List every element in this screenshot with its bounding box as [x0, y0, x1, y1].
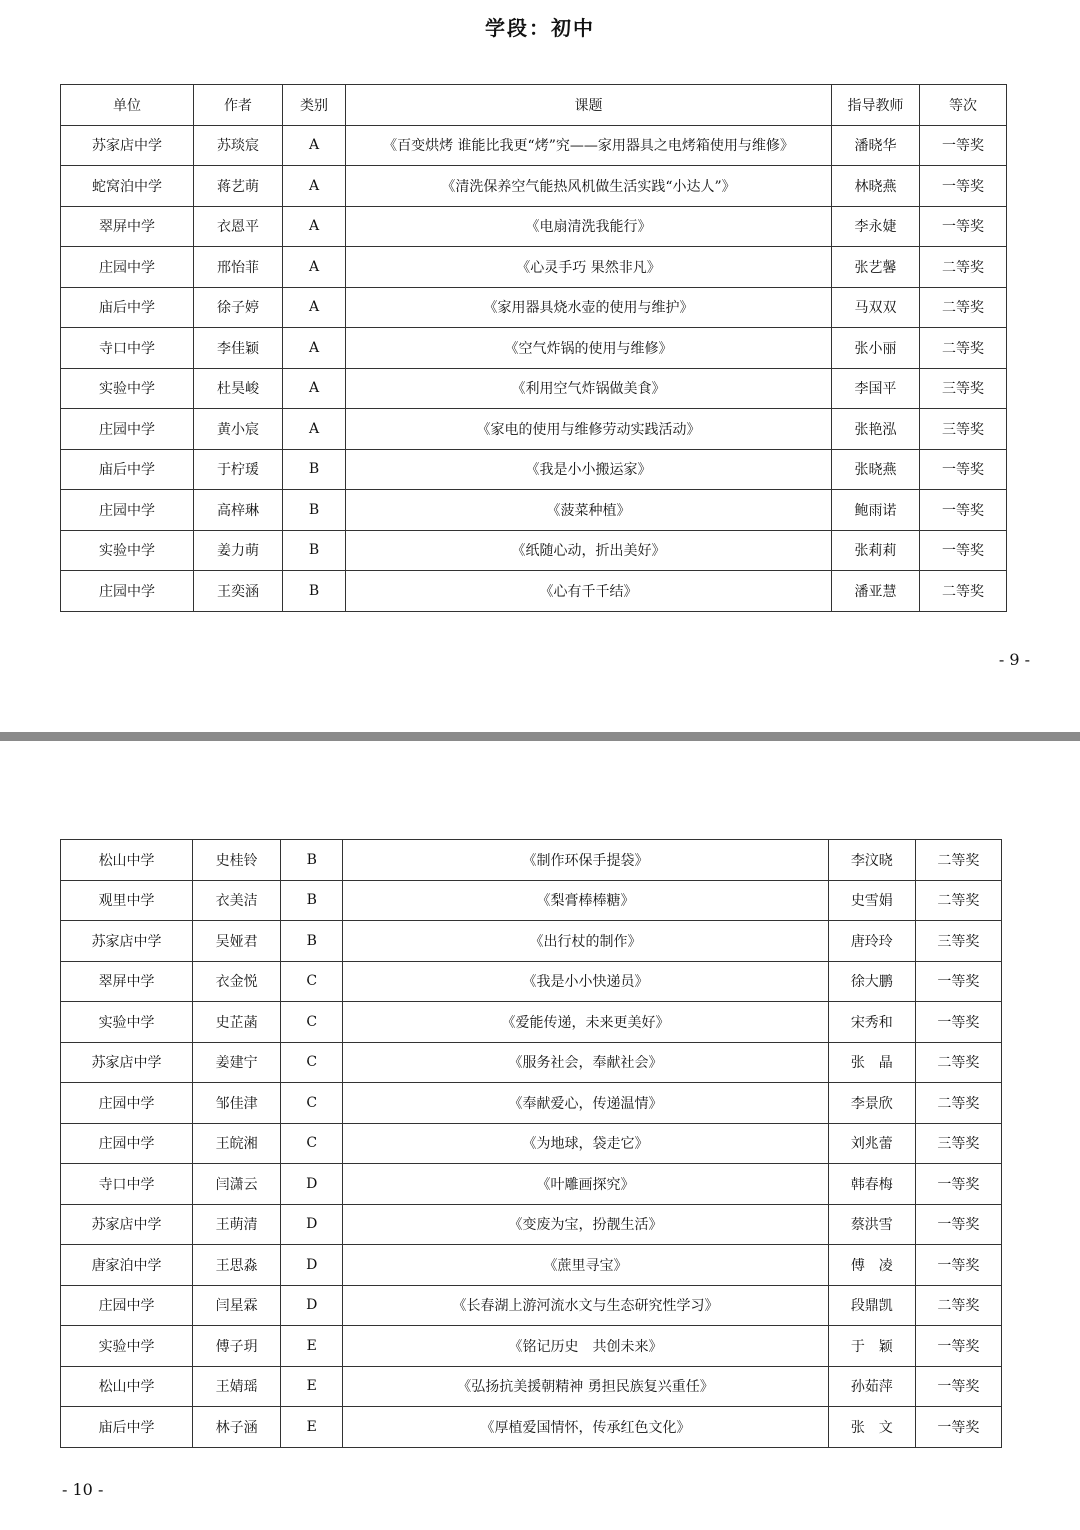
- cell-author: 蒋艺萌: [194, 166, 283, 207]
- cell-category: C: [281, 1083, 343, 1124]
- cell-teacher: 张莉莉: [832, 530, 920, 571]
- cell-award: 二等奖: [920, 247, 1007, 288]
- cell-category: D: [281, 1204, 343, 1245]
- cell-work: 《百变烘烤 谁能比我更“烤”究——家用器具之电烤箱使用与维修》: [346, 125, 832, 166]
- cell-unit: 庄园中学: [61, 1083, 193, 1124]
- cell-award: 一等奖: [915, 961, 1001, 1002]
- cell-unit: 庙后中学: [61, 449, 194, 490]
- cell-author: 苏琰宸: [194, 125, 283, 166]
- cell-unit: 寺口中学: [61, 1164, 193, 1205]
- cell-category: E: [281, 1366, 343, 1407]
- cell-work: 《心灵手巧 果然非凡》: [346, 247, 832, 288]
- table-row: [61, 287, 1007, 328]
- cell-award: 二等奖: [915, 1083, 1001, 1124]
- cell-teacher: 孙茹萍: [828, 1366, 915, 1407]
- cell-unit: 实验中学: [61, 368, 194, 409]
- cell-award: 三等奖: [920, 368, 1007, 409]
- table-row: [61, 1002, 1002, 1043]
- cell-teacher: 张艳泓: [832, 409, 920, 450]
- table-row: [61, 206, 1007, 247]
- cell-work: 《叶雕画探究》: [343, 1164, 829, 1205]
- cell-author: 邢怡菲: [194, 247, 283, 288]
- cell-teacher: 潘晓华: [832, 125, 920, 166]
- table-row: [61, 409, 1007, 450]
- cell-category: B: [281, 840, 343, 881]
- cell-teacher: 宋秀和: [828, 1002, 915, 1043]
- page-number: - 10 -: [62, 1480, 104, 1499]
- cell-unit: 翠屏中学: [61, 961, 193, 1002]
- cell-category: D: [281, 1245, 343, 1286]
- cell-work: 《纸随心动，折出美好》: [346, 530, 832, 571]
- cell-teacher: 刘兆蕾: [828, 1123, 915, 1164]
- cell-category: A: [283, 409, 346, 450]
- cell-category: E: [281, 1407, 343, 1448]
- cell-award: 三等奖: [920, 409, 1007, 450]
- cell-work: 《出行杖的制作》: [343, 921, 829, 962]
- header-award: 等次: [920, 85, 1007, 126]
- cell-unit: 庙后中学: [61, 287, 194, 328]
- header-category: 类别: [283, 85, 346, 126]
- cell-category: C: [281, 1002, 343, 1043]
- cell-category: E: [281, 1326, 343, 1367]
- cell-author: 傅子玥: [193, 1326, 281, 1367]
- cell-teacher: 蔡洪雪: [828, 1204, 915, 1245]
- cell-teacher: 史雪娟: [828, 880, 915, 921]
- table-header-row: [61, 85, 1007, 126]
- cell-author: 衣美洁: [193, 880, 281, 921]
- cell-unit: 翠屏中学: [61, 206, 194, 247]
- cell-teacher: 鲍雨诺: [832, 490, 920, 531]
- cell-category: A: [283, 247, 346, 288]
- cell-award: 一等奖: [920, 125, 1007, 166]
- cell-award: 二等奖: [915, 840, 1001, 881]
- table-row: [61, 490, 1007, 531]
- cell-unit: 蛇窝泊中学: [61, 166, 194, 207]
- table-row: [61, 840, 1002, 881]
- cell-teacher: 于 颖: [828, 1326, 915, 1367]
- table-row: [61, 166, 1007, 207]
- table-row: [61, 1285, 1002, 1326]
- cell-unit: 庄园中学: [61, 409, 194, 450]
- cell-author: 林子涵: [193, 1407, 281, 1448]
- cell-award: 一等奖: [920, 166, 1007, 207]
- award-table-page-10: [60, 839, 1002, 1448]
- cell-author: 王萌清: [193, 1204, 281, 1245]
- table-row: [61, 1366, 1002, 1407]
- cell-author: 闫潇云: [193, 1164, 281, 1205]
- cell-teacher: 段鼎凯: [828, 1285, 915, 1326]
- cell-unit: 庄园中学: [61, 1123, 193, 1164]
- cell-author: 姜建宁: [193, 1042, 281, 1083]
- cell-work: 《长春湖上游河流水文与生态研究性学习》: [343, 1285, 829, 1326]
- cell-unit: 观里中学: [61, 880, 193, 921]
- cell-unit: 松山中学: [61, 840, 193, 881]
- cell-work: 《家电的使用与维修劳动实践活动》: [346, 409, 832, 450]
- table-row: [61, 921, 1002, 962]
- cell-work: 《清洗保养空气能热风机做生活实践“小达人”》: [346, 166, 832, 207]
- table-row: [61, 368, 1007, 409]
- table-row: [61, 1042, 1002, 1083]
- header-teacher: 指导教师: [832, 85, 920, 126]
- cell-category: B: [281, 880, 343, 921]
- cell-author: 衣金悦: [193, 961, 281, 1002]
- cell-category: C: [281, 1042, 343, 1083]
- table-row: [61, 1083, 1002, 1124]
- cell-award: 一等奖: [915, 1245, 1001, 1286]
- cell-category: B: [281, 921, 343, 962]
- cell-teacher: 徐大鹏: [828, 961, 915, 1002]
- cell-teacher: 马双双: [832, 287, 920, 328]
- cell-work: 《梨膏棒棒糖》: [343, 880, 829, 921]
- table-row: [61, 1123, 1002, 1164]
- cell-unit: 苏家店中学: [61, 921, 193, 962]
- cell-unit: 苏家店中学: [61, 125, 194, 166]
- cell-work: 《心有千千结》: [346, 571, 832, 612]
- cell-teacher: 韩春梅: [828, 1164, 915, 1205]
- table-row: [61, 880, 1002, 921]
- cell-author: 李佳颖: [194, 328, 283, 369]
- cell-work: 《奉献爱心，传递温情》: [343, 1083, 829, 1124]
- cell-teacher: 李永婕: [832, 206, 920, 247]
- cell-work: 《服务社会，奉献社会》: [343, 1042, 829, 1083]
- cell-unit: 松山中学: [61, 1366, 193, 1407]
- table-row: [61, 530, 1007, 571]
- cell-category: D: [281, 1285, 343, 1326]
- cell-category: C: [281, 1123, 343, 1164]
- cell-award: 一等奖: [915, 1366, 1001, 1407]
- cell-teacher: 李景欣: [828, 1083, 915, 1124]
- cell-work: 《菠菜种植》: [346, 490, 832, 531]
- cell-unit: 实验中学: [61, 1002, 193, 1043]
- cell-work: 《弘扬抗美援朝精神 勇担民族复兴重任》: [343, 1366, 829, 1407]
- cell-award: 一等奖: [915, 1326, 1001, 1367]
- cell-teacher: 唐玲玲: [828, 921, 915, 962]
- header-work: 课题: [346, 85, 832, 126]
- cell-award: 二等奖: [920, 328, 1007, 369]
- cell-teacher: 潘亚慧: [832, 571, 920, 612]
- cell-work: 《为地球，袋走它》: [343, 1123, 829, 1164]
- cell-category: A: [283, 328, 346, 369]
- cell-award: 一等奖: [920, 206, 1007, 247]
- table-row: [61, 571, 1007, 612]
- cell-work: 《爱能传递，未来更美好》: [343, 1002, 829, 1043]
- cell-author: 徐子婷: [194, 287, 283, 328]
- cell-work: 《变废为宝，扮靓生活》: [343, 1204, 829, 1245]
- cell-teacher: 林晓燕: [832, 166, 920, 207]
- table-row: [61, 247, 1007, 288]
- cell-author: 王婧瑶: [193, 1366, 281, 1407]
- cell-award: 二等奖: [920, 287, 1007, 328]
- table-row: [61, 1245, 1002, 1286]
- table-row: [61, 1407, 1002, 1448]
- cell-author: 王奕涵: [194, 571, 283, 612]
- cell-award: 二等奖: [915, 1042, 1001, 1083]
- cell-category: A: [283, 206, 346, 247]
- cell-author: 衣恩平: [194, 206, 283, 247]
- cell-award: 二等奖: [915, 1285, 1001, 1326]
- cell-author: 杜昊峻: [194, 368, 283, 409]
- cell-category: B: [283, 530, 346, 571]
- cell-work: 《制作环保手提袋》: [343, 840, 829, 881]
- cell-teacher: 张晓燕: [832, 449, 920, 490]
- header-author: 作者: [194, 85, 283, 126]
- cell-unit: 寺口中学: [61, 328, 194, 369]
- cell-teacher: 张 文: [828, 1407, 915, 1448]
- table-row: [61, 961, 1002, 1002]
- cell-award: 一等奖: [920, 449, 1007, 490]
- cell-category: B: [283, 571, 346, 612]
- header-unit: 单位: [61, 85, 194, 126]
- cell-award: 三等奖: [915, 1123, 1001, 1164]
- cell-work: 《铭记历史 共创未来》: [343, 1326, 829, 1367]
- cell-award: 三等奖: [915, 921, 1001, 962]
- cell-work: 《电扇清洗我能行》: [346, 206, 832, 247]
- cell-author: 于柠瑗: [194, 449, 283, 490]
- cell-award: 一等奖: [915, 1204, 1001, 1245]
- table-row: [61, 125, 1007, 166]
- page-separator: [0, 732, 1080, 741]
- cell-unit: 唐家泊中学: [61, 1245, 193, 1286]
- cell-unit: 庄园中学: [61, 247, 194, 288]
- cell-unit: 庄园中学: [61, 1285, 193, 1326]
- cell-work: 《家用器具烧水壶的使用与维护》: [346, 287, 832, 328]
- cell-author: 黄小宸: [194, 409, 283, 450]
- cell-work: 《我是小小搬运家》: [346, 449, 832, 490]
- cell-author: 邹佳津: [193, 1083, 281, 1124]
- table-row: [61, 1204, 1002, 1245]
- cell-work: 《我是小小快递员》: [343, 961, 829, 1002]
- page-number: - 9 -: [998, 650, 1030, 669]
- cell-unit: 庄园中学: [61, 490, 194, 531]
- cell-unit: 庄园中学: [61, 571, 194, 612]
- cell-teacher: 张艺馨: [832, 247, 920, 288]
- cell-author: 王思淼: [193, 1245, 281, 1286]
- cell-teacher: 李汶晓: [828, 840, 915, 881]
- cell-author: 吴娅君: [193, 921, 281, 962]
- cell-teacher: 傅 凌: [828, 1245, 915, 1286]
- cell-category: B: [283, 449, 346, 490]
- cell-unit: 庙后中学: [61, 1407, 193, 1448]
- cell-work: 《空气炸锅的使用与维修》: [346, 328, 832, 369]
- table-row: [61, 449, 1007, 490]
- table-row: [61, 1164, 1002, 1205]
- cell-unit: 实验中学: [61, 1326, 193, 1367]
- cell-award: 一等奖: [915, 1164, 1001, 1205]
- cell-teacher: 张小丽: [832, 328, 920, 369]
- cell-category: A: [283, 287, 346, 328]
- cell-work: 《厚植爱国情怀，传承红色文化》: [343, 1407, 829, 1448]
- cell-teacher: 李国平: [832, 368, 920, 409]
- cell-award: 二等奖: [915, 880, 1001, 921]
- table-row: [61, 328, 1007, 369]
- cell-author: 闫星霖: [193, 1285, 281, 1326]
- cell-category: A: [283, 166, 346, 207]
- cell-work: 《利用空气炸锅做美食》: [346, 368, 832, 409]
- cell-teacher: 张 晶: [828, 1042, 915, 1083]
- cell-unit: 苏家店中学: [61, 1204, 193, 1245]
- cell-award: 一等奖: [915, 1407, 1001, 1448]
- table-row: [61, 1326, 1002, 1367]
- cell-author: 史芷菡: [193, 1002, 281, 1043]
- cell-work: 《蔗里寻宝》: [343, 1245, 829, 1286]
- cell-category: D: [281, 1164, 343, 1205]
- cell-award: 一等奖: [920, 490, 1007, 531]
- award-table-page-9: [60, 84, 1007, 612]
- page-title: 学段：初中: [485, 16, 595, 40]
- cell-award: 一等奖: [920, 530, 1007, 571]
- cell-unit: 实验中学: [61, 530, 194, 571]
- cell-category: C: [281, 961, 343, 1002]
- cell-author: 王皖湘: [193, 1123, 281, 1164]
- cell-category: A: [283, 368, 346, 409]
- cell-unit: 苏家店中学: [61, 1042, 193, 1083]
- cell-category: A: [283, 125, 346, 166]
- cell-author: 史桂铃: [193, 840, 281, 881]
- cell-author: 高梓琳: [194, 490, 283, 531]
- cell-author: 姜力萌: [194, 530, 283, 571]
- cell-award: 二等奖: [920, 571, 1007, 612]
- cell-award: 一等奖: [915, 1002, 1001, 1043]
- cell-category: B: [283, 490, 346, 531]
